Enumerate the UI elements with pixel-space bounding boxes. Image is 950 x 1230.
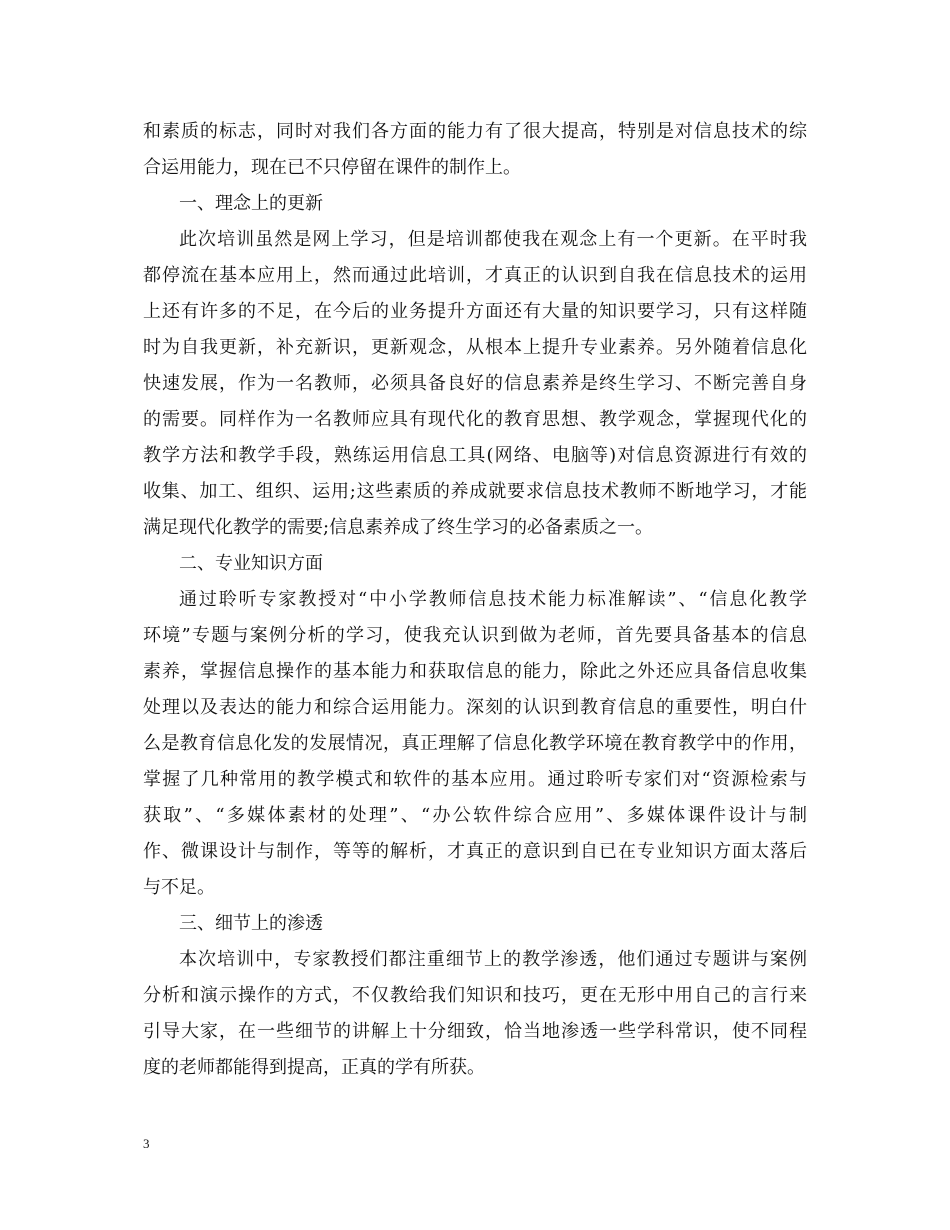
text-line: 的需要。同样作为一名教师应具有现代化的教育思想、教学观念，掌握现代化的 xyxy=(143,409,807,430)
paragraph-first-line: 本次培训中，专家教授们都注重细节上的教学渗透，他们通过专题讲与案例 xyxy=(179,949,807,970)
text-line: 与不足。 xyxy=(143,877,215,898)
text-line: 上还有许多的不足，在今后的业务提升方面还有大量的知识要学习，只有这样随 xyxy=(143,301,807,322)
section-heading: 二、专业知识方面 xyxy=(179,553,323,574)
text-line: 分析和演示操作的方式，不仅教给我们知识和技巧，更在无形中用自己的言行来 xyxy=(143,985,807,1006)
text-line: 教学方法和教学手段，熟练运用信息工具(网络、电脑等)对信息资源进行有效的 xyxy=(143,445,807,466)
text-line: 作、微课设计与制作，等等的解析，才真正的意识到自已在专业知识方面太落后 xyxy=(143,841,807,862)
text-line: 都停流在基本应用上，然而通过此培训，才真正的认识到自我在信息技术的运用 xyxy=(143,265,807,286)
text-line: 和素质的标志，同时对我们各方面的能力有了很大提高，特别是对信息技术的综 xyxy=(143,121,807,142)
section-heading: 三、细节上的渗透 xyxy=(179,913,323,934)
text-line: 环境”专题与案例分析的学习，使我充认识到做为老师，首先要具备基本的信息 xyxy=(143,625,807,646)
text-line: 时为自我更新，补充新识，更新观念，从根本上提升专业素养。另外随着信息化 xyxy=(143,337,807,358)
body-text xyxy=(143,114,807,1086)
text-line: 合运用能力，现在已不只停留在课件的制作上。 xyxy=(143,157,521,178)
text-line: 素养，掌握信息操作的基本能力和获取信息的能力，除此之外还应具备信息收集 xyxy=(143,661,807,682)
text-line: 引导大家，在一些细节的讲解上十分细致，恰当地渗透一些学科常识，使不同程 xyxy=(143,1021,807,1042)
text-line: 满足现代化教学的需要;信息素养成了终生学习的必备素质之一。 xyxy=(143,517,654,538)
text-line: 处理以及表达的能力和综合运用能力。深刻的认识到教育信息的重要性，明白什 xyxy=(143,697,807,718)
text-line: 掌握了几种常用的教学模式和软件的基本应用。通过聆听专家们对“资源检索与 xyxy=(143,769,807,790)
section-heading: 一、理念上的更新 xyxy=(179,193,323,214)
page-number: 3 xyxy=(143,1136,150,1151)
text-line: 收集、加工、组织、运用;这些素质的养成就要求信息技术教师不断地学习，才能 xyxy=(143,481,807,502)
text-line: 快速发展，作为一名教师，必须具备良好的信息素养是终生学习、不断完善自身 xyxy=(143,373,807,394)
text-line: 度的老师都能得到提高，正真的学有所获。 xyxy=(143,1057,485,1078)
text-line: 获取”、“多媒体素材的处理”、“办公软件综合应用”、多媒体课件设计与制 xyxy=(143,805,807,826)
text-line: 么是教育信息化发的发展情况，真正理解了信息化教学环境在教育教学中的作用， xyxy=(143,733,807,754)
paragraph-first-line: 通过聆听专家教授对“中小学教师信息技术能力标准解读”、“信息化教学 xyxy=(179,589,807,610)
paragraph-first-line: 此次培训虽然是网上学习，但是培训都使我在观念上有一个更新。在平时我 xyxy=(179,229,807,250)
